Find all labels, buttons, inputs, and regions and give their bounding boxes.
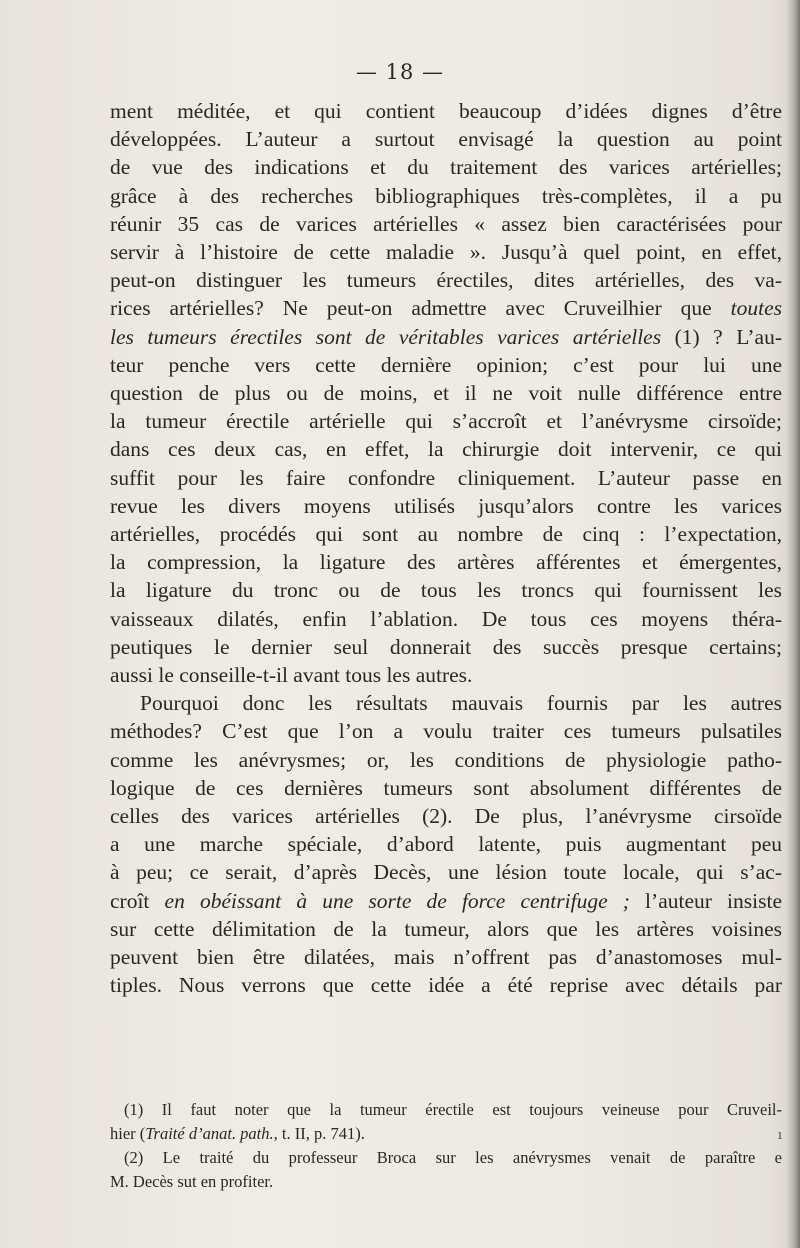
italic-segment: Traité d’anat. path.: [145, 1124, 274, 1143]
footnotes: [110, 1098, 782, 1194]
footnote-1-line: (1) Il faut noter que la tumeur érectile est toujours veineuse pour Cruveil-: [124, 1100, 782, 1119]
text-line: développées. L’auteur a surtout envisagé la question au point: [110, 127, 782, 152]
text-line: peutiques le dernier seul donnerait des succès presque certains;: [110, 634, 782, 659]
text-segment: , t. II, p. 741).: [273, 1124, 365, 1143]
text-line: à peu; ce serait, d’après Decès, une lésion toute locale, qui s’ac-: [110, 860, 782, 885]
text-line: a une marche spéciale, d’abord latente, puis augmentant peu: [110, 832, 782, 857]
footnote-2-line: M. Decès sut en profiter.: [110, 1172, 274, 1191]
text-segment: rices artérielles? Ne peut-on admettre avec Cruveilhier que: [110, 296, 712, 321]
text-line: logique de ces dernières tumeurs sont absolument différentes de: [110, 775, 782, 800]
text-line: suffit pour les faire confondre cliniquement. L’auteur passe en: [110, 465, 782, 490]
text-segment: l’auteur insiste: [629, 888, 782, 913]
margin-mark: ı: [777, 1128, 782, 1143]
text-line: Pourquoi donc les résultats mauvais fournis par les autres: [140, 691, 782, 716]
text-line: [110, 323, 782, 351]
text-line: sur cette délimitation de la tumeur, alors que les artères voisines: [110, 916, 782, 941]
text-line: vaisseaux dilatés, enfin l’ablation. De tous ces moyens théra-: [110, 606, 782, 631]
text-line: ment méditée, et qui contient beaucoup d’idées dignes d’être: [110, 99, 782, 123]
text-line: la ligature du tronc ou de tous les troncs qui fournissent les: [110, 578, 782, 603]
italic-segment: en obéissant à une sorte de force centrifuge ;: [164, 888, 630, 913]
text-line: la tumeur érectile artérielle qui s’accroît et l’anévrysme cirsoïde;: [110, 409, 782, 434]
text-line: celles des varices artérielles (2). De plus, l’anévrysme cirsoïde: [110, 804, 782, 829]
text-segment: croît: [110, 888, 165, 913]
text-line: teur penche vers cette dernière opinion; c’est pour lui une: [110, 352, 782, 377]
text-line: dans ces deux cas, en effet, la chirurgie doit intervenir, ce qui: [110, 437, 782, 462]
text-line: peut-on distinguer les tumeurs érectiles, dites artérielles, des va-: [110, 268, 782, 293]
text-line: méthodes? C’est que l’on a voulu traiter ces tumeurs pulsatiles: [110, 719, 782, 744]
text-line: comme les anévrysmes; or, les conditions de physiologie patho-: [110, 747, 782, 772]
text-line: [110, 294, 782, 322]
paragraph-1: [110, 97, 782, 689]
text-segment: hier (: [110, 1124, 146, 1143]
text-line: artérielles, procédés qui sont au nombre de cinq : l’expectation,: [110, 522, 782, 547]
text-segment: (1) ? L’au-: [661, 324, 782, 349]
body-text: [110, 97, 782, 1000]
text-line: la compression, la ligature des artères afférentes et émergentes,: [110, 550, 782, 575]
footnote-2-line: (2) Le traité du professeur Broca sur les anévrysmes venait de paraître e: [124, 1148, 782, 1167]
italic-segment: les tumeurs érectiles sont de véritables varices artérielles: [110, 324, 662, 349]
text-line: de vue des indications et du traitement des varices artérielles;: [110, 155, 782, 180]
text-line: servir à l’histoire de cette maladie ». Jusqu’à quel point, en effet,: [110, 240, 782, 265]
text-line: réunir 35 cas de varices artérielles « assez bien caractérisées pour: [110, 211, 782, 236]
text-line: tiples. Nous verrons que cette idée a été reprise avec détails par: [110, 973, 782, 998]
page-number: — 18 —: [355, 60, 445, 84]
text-line: grâce à des recherches bibliographiques très-complètes, il a pu: [110, 183, 782, 208]
page-edge-shadow: [786, 0, 800, 1248]
italic-segment: toutes: [730, 296, 783, 321]
paragraph-2: [110, 689, 782, 999]
text-line: question de plus ou de moins, et il ne voit nulle différence entre: [110, 381, 782, 406]
text-line: revue les divers moyens utilisés jusqu’alors contre les varices: [110, 493, 782, 518]
text-line: peuvent bien être dilatées, mais n’offrent pas d’anastomoses mul-: [110, 945, 782, 970]
text-line: aussi le conseille-t-il avant tous les autres.: [110, 663, 473, 688]
text-line: [110, 887, 782, 915]
footnote-1-line: [110, 1122, 782, 1146]
